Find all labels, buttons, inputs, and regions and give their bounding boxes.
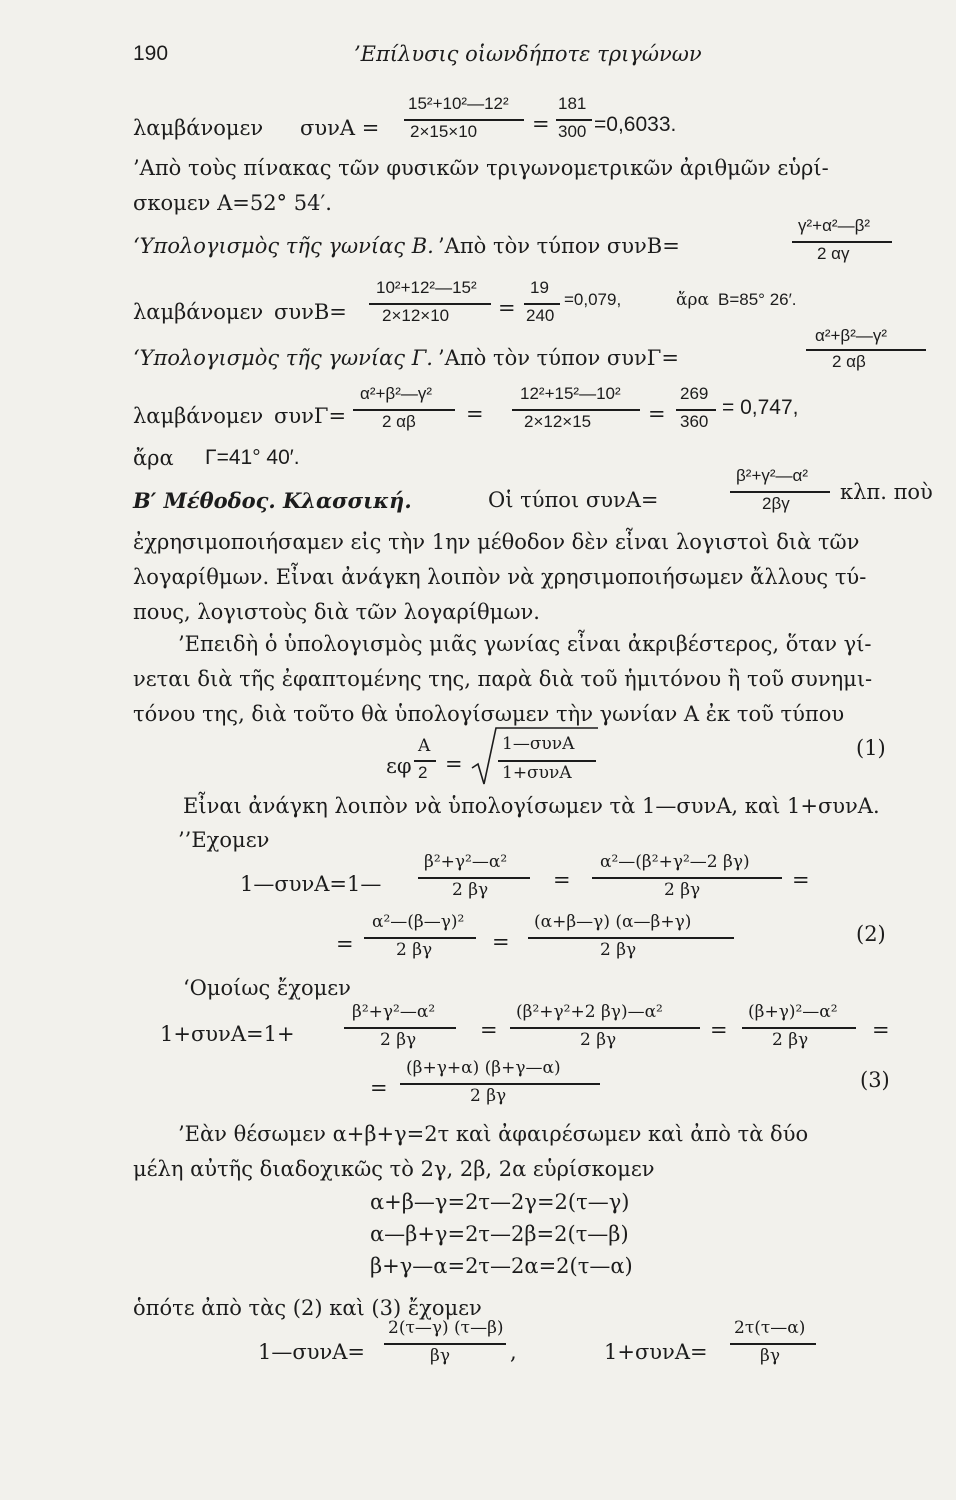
fraction-bar (528, 937, 734, 939)
fraction-denominator: 2 βγ (772, 1030, 809, 1050)
equation-tag: (2) (856, 922, 886, 946)
fraction-numerator: 2(τ—γ) (τ—β) (388, 1318, 504, 1338)
equals-sign: = (792, 868, 810, 892)
equals-sign: = (370, 1076, 388, 1100)
equals-sign: = (872, 1018, 890, 1042)
fraction-bar (676, 409, 716, 411)
body-text: ’Aπὸ τὸν τύπον συνΓ= (438, 346, 679, 370)
body-text-line: σκομεν A=52° 54′. (133, 191, 332, 215)
fraction-bar (524, 303, 560, 305)
fraction-numerator: (β+γ+α) (β+γ—α) (406, 1058, 561, 1078)
equation-tag: (1) (856, 736, 886, 760)
fraction-numerator: α²+β²—γ² (815, 326, 888, 345)
fraction-bar (369, 303, 491, 305)
body-text-line: Eἶναι ἀνάγκη λοιπὸν νὰ ὑπολογίσωμεν τὰ 1—συνA, καὶ 1+συνA. (183, 794, 880, 818)
fraction-denominator: 2 βγ (380, 1030, 417, 1050)
fraction-denominator: 1+συνA (502, 763, 572, 783)
equation-line: α+β—γ=2τ—2γ=2(τ—γ) (370, 1190, 630, 1214)
math-lhs: συνB= (274, 300, 347, 324)
text-ara: ἄρα (676, 290, 709, 310)
fraction-bar (498, 760, 596, 762)
equation-line: α—β+γ=2τ—2β=2(τ—β) (370, 1222, 629, 1246)
equals-sign: = (648, 402, 666, 426)
body-text-line: ’Aπὸ τοὺς πίνακας τῶν φυσικῶν τριγωνομετρικῶν ἀριθμῶν εὑρί- (133, 156, 829, 180)
fraction-bar (418, 877, 530, 879)
fraction-bar (404, 119, 524, 121)
fraction-denominator: 2×12×15 (524, 412, 592, 431)
fraction-numerator: (α+β—γ) (α—β+γ) (534, 912, 692, 932)
fraction-bar (512, 409, 640, 411)
fraction-numerator: 15²+10²—12² (408, 94, 509, 113)
fraction-denominator: 2 αβ (382, 412, 416, 431)
result-value: = 0,747, (722, 396, 799, 419)
math-lhs: συνΓ= (274, 404, 347, 428)
fraction-bar (806, 349, 926, 351)
fraction-denominator: 300 (558, 122, 587, 141)
fraction-bar (730, 1343, 816, 1345)
fraction-numerator: 12²+15²—10² (520, 384, 621, 403)
body-text-line: ’Eὰν θέσωμεν α+β+γ=2τ καὶ ἀφαιρέσωμεν καὶ ἀπὸ τὰ δύο (178, 1122, 809, 1146)
fraction-denominator: 2×15×10 (410, 122, 478, 141)
equation-tag: (3) (860, 1068, 890, 1092)
body-text-line: νεται διὰ τῆς ἐφαπτομένης της, παρὰ διὰ τοῦ ἡμιτόνου ἢ τοῦ συνημι- (133, 667, 873, 691)
fraction-bar (364, 937, 476, 939)
fraction-bar (792, 241, 892, 243)
angle-value: B=85° 26′. (718, 290, 797, 309)
fraction-denominator: 2 (418, 763, 428, 782)
fraction-bar (384, 1343, 506, 1345)
body-text-line: ‘Oμοίως ἔχομεν (183, 976, 351, 1000)
fraction-bar (344, 1027, 456, 1029)
text-lead: λαμβάνομεν (133, 116, 264, 140)
fraction-denominator: 2 βγ (664, 880, 701, 900)
body-text-line: ἐχρησιμοποιήσαμεν εἰς τὴν 1ην μέθοδον δὲν εἶναι λογιστοὶ διὰ τῶν (133, 530, 860, 554)
fraction-numerator: γ²+α²—β² (798, 216, 871, 235)
equals-sign: = (710, 1018, 728, 1042)
fraction-denominator: 2βγ (762, 494, 790, 513)
fraction-denominator: 2 βγ (600, 940, 637, 960)
equals-sign: = (492, 930, 510, 954)
fraction-numerator: 269 (680, 384, 709, 403)
fraction-numerator: α²+β²—γ² (360, 384, 433, 403)
fraction-denominator: βγ (760, 1346, 780, 1366)
math-lhs: 1+συνA= (604, 1340, 708, 1364)
page-number: 190 (133, 42, 169, 65)
section-heading: B′ Μέθοδος. Κλασσική. (133, 488, 412, 513)
fraction-bar (742, 1027, 856, 1029)
fraction-numerator: A (418, 736, 431, 756)
math-lhs: 1+συνA=1+ (160, 1022, 295, 1046)
math-lhs: 1—συνA= (258, 1340, 365, 1364)
fraction-denominator: βγ (430, 1346, 450, 1366)
fraction-bar (730, 491, 830, 493)
running-title: ’Επίλυσις οἱωνδήποτε τριγώνων (354, 42, 702, 66)
fraction-denominator: 2 βγ (452, 880, 489, 900)
equals-sign: = (445, 752, 463, 776)
result-value: =0,6033. (594, 113, 677, 136)
body-text-line: τόνου της, διὰ τοῦτο θὰ ὑπολογίσωμεν τὴν γωνίαν A ἐκ τοῦ τύπου (133, 702, 845, 726)
fraction-numerator: β²+γ²—α² (424, 852, 508, 872)
fraction-bar (414, 760, 436, 762)
fraction-denominator: 2 βγ (396, 940, 433, 960)
math-lhs: εφ (386, 754, 412, 778)
body-text: Oἱ τύποι συνA= (488, 488, 659, 512)
fraction-bar (510, 1027, 700, 1029)
text-lead: λαμβάνομεν (133, 404, 264, 428)
fraction-numerator: α²—(β²+γ²—2 βγ) (600, 852, 750, 872)
fraction-numerator: 1—συνA (502, 734, 575, 754)
fraction-denominator: 240 (526, 306, 555, 325)
fraction-numerator: β²+γ²—α² (736, 466, 809, 485)
angle-value: Γ=41° 40′. (205, 446, 300, 469)
fraction-numerator: α²—(β—γ)² (372, 912, 465, 932)
fraction-numerator: β²+γ²—α² (352, 1002, 436, 1022)
equals-sign: = (466, 402, 484, 426)
text-ara: ἄρα (133, 446, 174, 470)
fraction-bar (592, 877, 782, 879)
body-text-line: ὁπότε ἀπὸ τὰς (2) καὶ (3) ἔχομεν (133, 1296, 482, 1320)
body-text: ’Aπὸ τὸν τύπον συνB= (438, 234, 680, 258)
body-text-line: πους, λογιστοὺς διὰ τῶν λογαρίθμων. (133, 600, 540, 624)
body-text-line: λογαρίθμων. Eἶναι ἀνάγκη λοιπὸν νὰ χρησιμοποιήσωμεν ἄλλους τύ- (133, 565, 867, 589)
body-text: κλπ. ποὺ (840, 480, 933, 504)
fraction-bar (556, 119, 592, 121)
math-lhs: 1—συνA=1— (240, 872, 382, 896)
fraction-numerator: 19 (530, 278, 549, 297)
fraction-denominator: 2 αβ (832, 352, 866, 371)
equation-line: β+γ—α=2τ—2α=2(τ—α) (370, 1254, 633, 1278)
fraction-numerator: (β²+γ²+2 βγ)—α² (516, 1002, 663, 1022)
punctuation-comma: , (510, 1340, 517, 1364)
fraction-numerator: 10²+12²—15² (376, 278, 477, 297)
text-lead: λαμβάνομεν (133, 300, 264, 324)
fraction-denominator: 2 αγ (817, 244, 850, 263)
body-text-line: μέλη αὐτῆς διαδοχικῶς τὸ 2γ, 2β, 2α εὑρίσκομεν (133, 1157, 655, 1181)
fraction-numerator: 181 (558, 94, 587, 113)
fraction-denominator: 2 βγ (580, 1030, 617, 1050)
fraction-denominator: 360 (680, 412, 709, 431)
fraction-numerator: (β+γ)²—α² (748, 1002, 838, 1022)
equals-sign: = (480, 1018, 498, 1042)
section-heading: ‘Yπολογισμὸς τῆς γωνίας B. (133, 234, 434, 258)
fraction-denominator: 2×12×10 (382, 306, 450, 325)
equals-sign: = (553, 868, 571, 892)
math-lhs: συνA = (300, 116, 380, 140)
equals-sign: = (498, 296, 516, 320)
fraction-denominator: 2 βγ (470, 1086, 507, 1106)
body-text-line: ’’Eχομεν (178, 828, 270, 852)
fraction-numerator: 2τ(τ—α) (734, 1318, 806, 1338)
body-text-line: ’Eπειδὴ ὁ ὑπολογισμὸς μιᾶς γωνίας εἶναι ἀκριβέστερος, ὅταν γί- (178, 632, 872, 656)
equals-sign: = (336, 932, 354, 956)
section-heading: ‘Yπολογισμὸς τῆς γωνίας Γ. (133, 346, 433, 370)
equals-sign: = (532, 112, 550, 136)
fraction-bar (400, 1083, 600, 1085)
fraction-bar (353, 409, 455, 411)
result-value: =0,079, (564, 290, 622, 309)
